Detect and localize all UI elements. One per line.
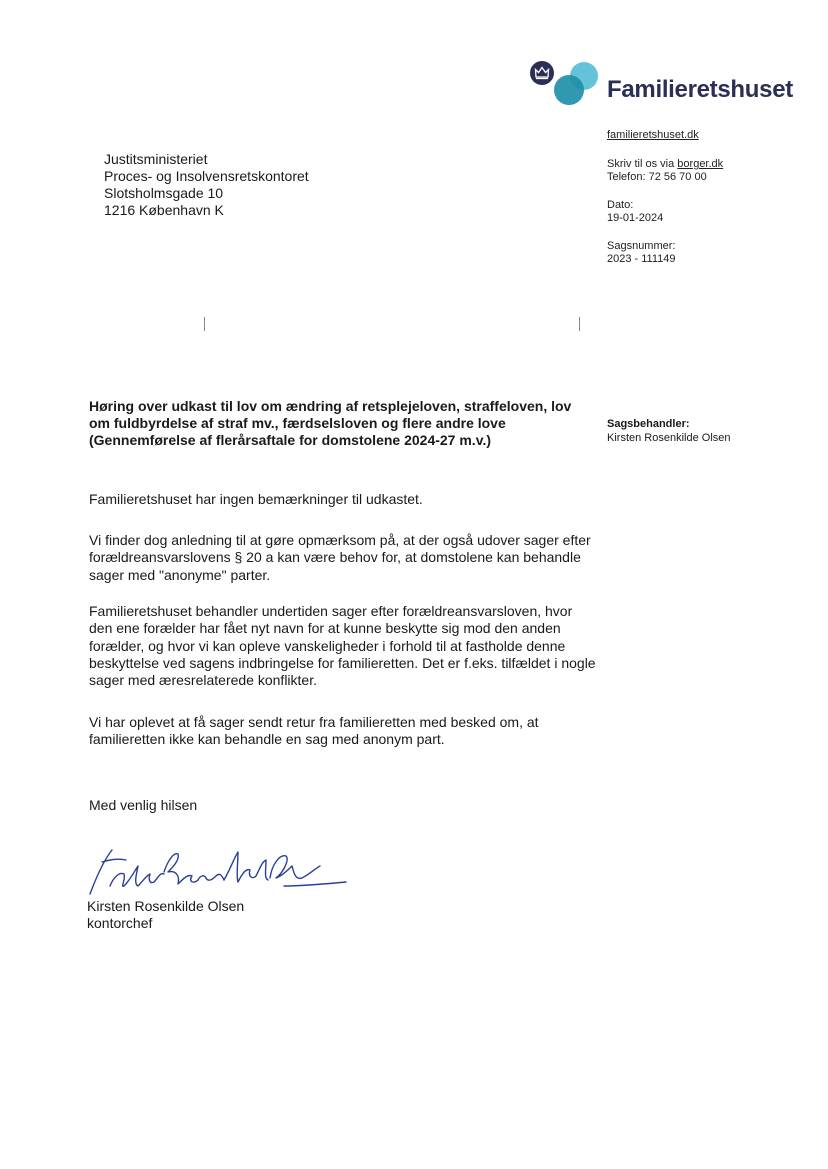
fold-mark-left <box>204 317 205 331</box>
body-paragraph: Familieretshuset har ingen bemærkninger til udkastet. <box>89 491 423 507</box>
write-prefix: Skriv til os via <box>607 158 678 170</box>
logo-mark <box>528 56 604 110</box>
website-link[interactable]: familieretshuset.dk <box>607 129 699 141</box>
handwritten-signature <box>84 842 354 902</box>
signer-block <box>87 898 244 932</box>
borger-link[interactable]: borger.dk <box>677 158 724 170</box>
brand-name: Familieretshuset <box>607 76 793 103</box>
body-paragraph: Vi finder dog anledning til at gøre opmærksom på, at der også udover sager efter forældreansvarslovens § 20 a kan være behov for, at domstolene kan behandle sager med "anonyme" parter. <box>89 532 591 583</box>
signer-title: kontorchef <box>87 915 153 931</box>
logo-teal-circle <box>554 75 584 105</box>
phone-number: Telefon: 72 56 70 00 <box>607 171 707 183</box>
write-to-us <box>607 158 723 171</box>
case-handler <box>607 417 731 445</box>
case-number-value: 2023 - 111149 <box>607 253 676 265</box>
case-number-label: Sagsnummer: <box>607 240 676 252</box>
case-handler-label: Sagsbehandler: <box>607 418 690 430</box>
recipient-line: 1216 København K <box>104 202 224 218</box>
closing-greeting: Med venlig hilsen <box>89 797 198 813</box>
signer-name: Kirsten Rosenkilde Olsen <box>87 898 245 914</box>
recipient-line: Proces- og Insolvensretskontoret <box>104 168 309 184</box>
date-value: 19-01-2024 <box>607 212 664 224</box>
recipient-line: Justitsministeriet <box>104 151 208 167</box>
logo <box>528 56 798 110</box>
recipient-line: Slotsholmsgade 10 <box>104 185 224 201</box>
recipient-address <box>104 151 309 219</box>
case-handler-name: Kirsten Rosenkilde Olsen <box>607 432 731 444</box>
body-paragraph: Vi har oplevet at få sager sendt retur fra familieretten med besked om, at familieretten ikke kan behandle en sag med anonym part. <box>89 714 539 748</box>
fold-mark-right <box>579 317 580 331</box>
logo-navy-circle <box>530 61 554 85</box>
subject-heading: Høring over udkast til lov om ændring af retsplejeloven, straffeloven, lov om fuldbyrdelse af straf mv., færdselsloven og flere andre love (Gennemførelse af flerårsaftale for domstolene 2024-27 m.v.) <box>89 398 572 448</box>
body-paragraph: Familieretshuset behandler undertiden sager efter forældreansvarsloven, hvor den ene forælder har fået nyt navn for at kunne beskytte sig mod den anden forælder, og hvor vi kan opleve vanskeligheder i forhold til at fastholde denne beskyttelse ved sagens indbringelse for familieretten. Det er f.eks. tilfældet i nogle sager med æresrelaterede konflikter. <box>89 603 596 689</box>
date-label: Dato: <box>607 199 634 211</box>
